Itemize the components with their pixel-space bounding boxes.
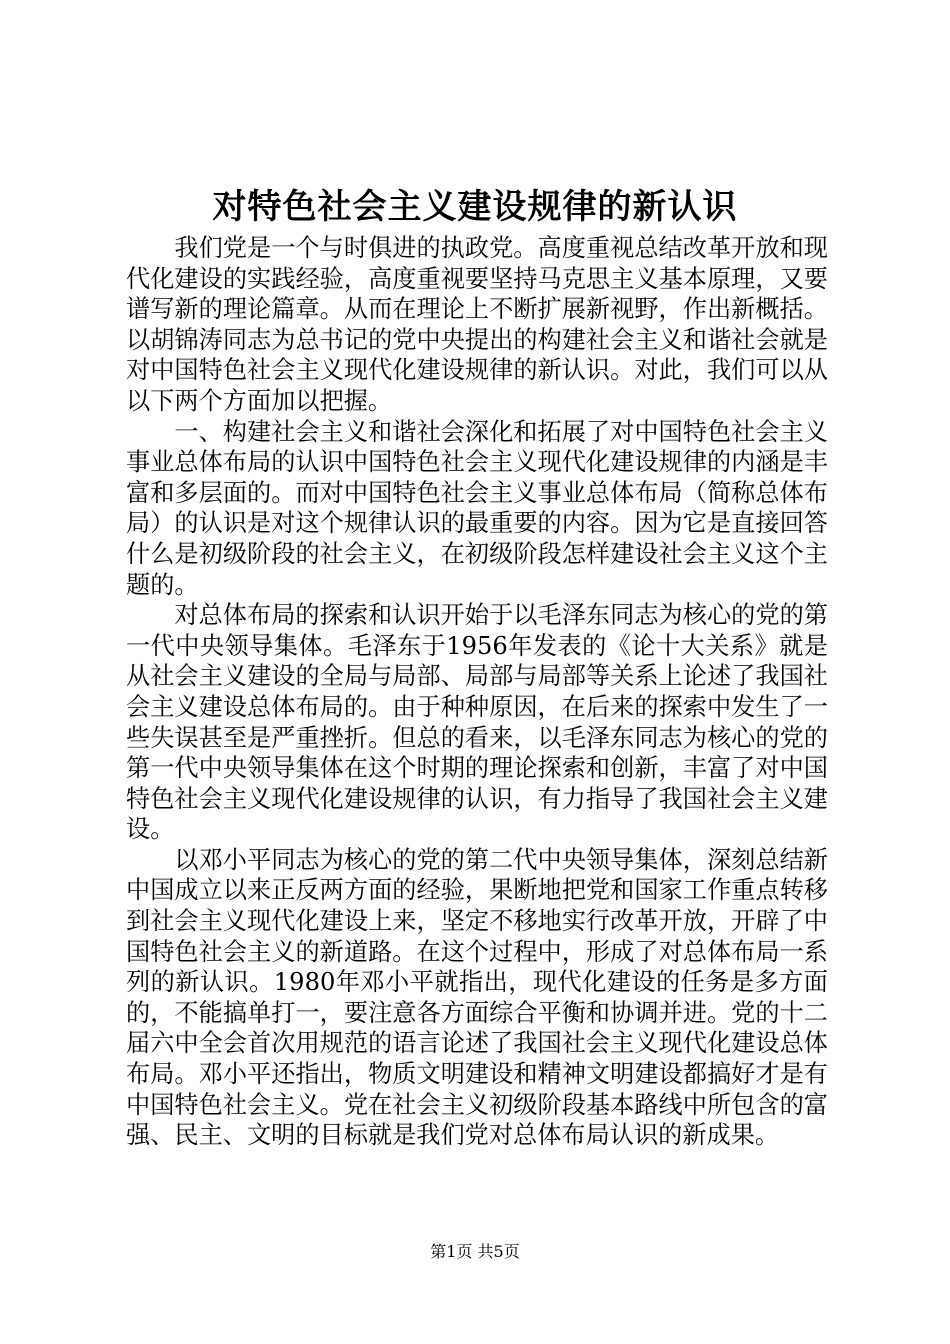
document-body [126, 233, 828, 1151]
paragraph-mao-era: 对总体布局的探索和认识开始于以毛泽东同志为核心的党的第一代中央领导集体。毛泽东于1956年发表的《论十大关系》就是从社会主义建设的全局与局部、局部与局部等关系上论述了我国社会主义建设总体布局的。由于种种原因，在后来的探索中发生了一些失误甚至是严重挫折。但总的看来，以毛泽东同志为核心的党的第一代中央领导集体在这个时期的理论探索和创新，丰富了对中国特色社会主义现代化建设规律的认识，有力指导了我国社会主义建设。 [126, 601, 828, 844]
paragraph-section-one: 一、构建社会主义和谐社会深化和拓展了对中国特色社会主义事业总体布局的认识中国特色社会主义现代化建设规律的内涵是丰富和多层面的。而对中国特色社会主义事业总体布局（简称总体布局）的认识是对这个规律认识的最重要的内容。因为它是直接回答什么是初级阶段的社会主义，在初级阶段怎样建设社会主义这个主题的。 [126, 417, 828, 599]
paragraph-deng-era: 以邓小平同志为核心的党的第二代中央领导集体，深刻总结新中国成立以来正反两方面的经验，果断地把党和国家工作重点转移到社会主义现代化建设上来，坚定不移地实行改革开放，开辟了中国特色社会主义的新道路。在这个过程中，形成了对总体布局一系列的新认识。1980年邓小平就指出，现代化建设的任务是多方面的，不能搞单打一，要注意各方面综合平衡和协调并进。党的十二届六中全会首次用规范的语言论述了我国社会主义现代化建设总体布局。邓小平还指出，物质文明建设和精神文明建设都搞好才是有中国特色社会主义。党在社会主义初级阶段基本路线中所包含的富强、民主、文明的目标就是我们党对总体布局认识的新成果。 [126, 845, 828, 1150]
paragraph-intro: 我们党是一个与时俱进的执政党。高度重视总结改革开放和现代化建设的实践经验，高度重视要坚持马克思主义基本原理，又要谱写新的理论篇章。从而在理论上不断扩展新视野，作出新概括。以胡锦涛同志为总书记的党中央提出的构建社会主义和谐社会就是对中国特色社会主义现代化建设规律的新认识。对此，我们可以从以下两个方面加以把握。 [126, 234, 828, 415]
page-number-footer: 第1页 共5页 [430, 1242, 520, 1261]
document-title: 对特色社会主义建设规律的新认识 [212, 187, 738, 227]
